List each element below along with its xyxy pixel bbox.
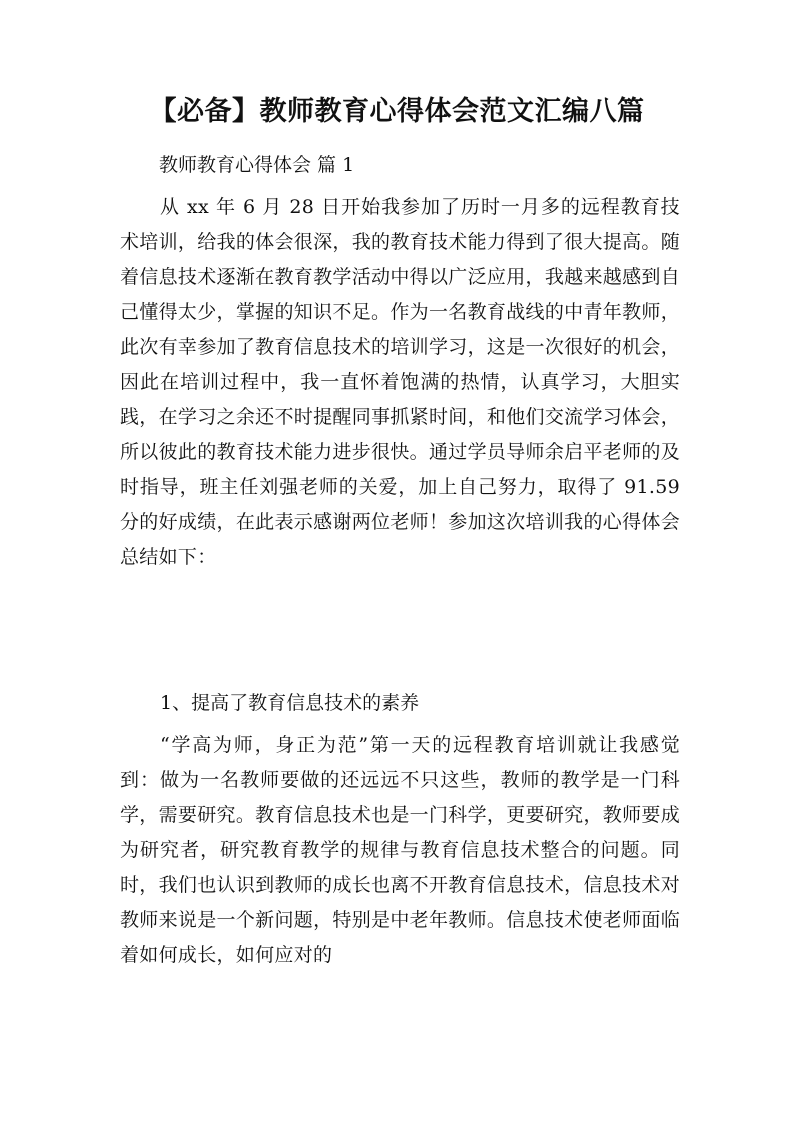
section-heading: 1、提高了教育信息技术的素养 — [160, 692, 420, 714]
body-paragraph: 从 xx 年 6 月 28 日开始我参加了历时一月多的远程教育技术培训，给我的体会很深，我的教育技术能力得到了很大提高。随着信息技术逐渐在教育教学活动中得以广泛应用，我越来越感到自己懂得太少，掌握的知识不足。作为一名教育战线的中青年教师，此次有幸参加了教育信息技术的培训学习，这是一次很好的机会，因此在培训过程中，我一直怀着饱满的热情，认真学习，大胆实践，在学习之余还不时提醒同事抓紧时间，和他们交流学习体会，所以彼此的教育技术能力进步很快。通过学员导师余启平老师的及时指导，班主任刘强老师的关爱，加上自己努力，取得了 91.59 分的好成绩，在此表示感谢两位老师！参加这次培训我的心得体会总结如下： — [120, 196, 680, 568]
body-paragraph: “学高为师，身正为范”第一天的远程教育培训就让我感觉到：做为一名教师要做的还远远不只这些，教师的教学是一门科学，需要研究。教育信息技术也是一门科学，更要研究，教师要成为研究者，研究教育教学的规律与教育信息技术整合的问题。同时，我们也认识到教师的成长也离不开教育信息技术，信息技术对教师来说是一个新问题，特别是中老年教师。信息技术使老师面临着如何成长，如何应对的 — [120, 734, 680, 966]
document-title: 【必备】教师教育心得体会范文汇编八篇 — [149, 96, 645, 127]
article-subheading: 教师教育心得体会 篇 1 — [159, 154, 355, 176]
